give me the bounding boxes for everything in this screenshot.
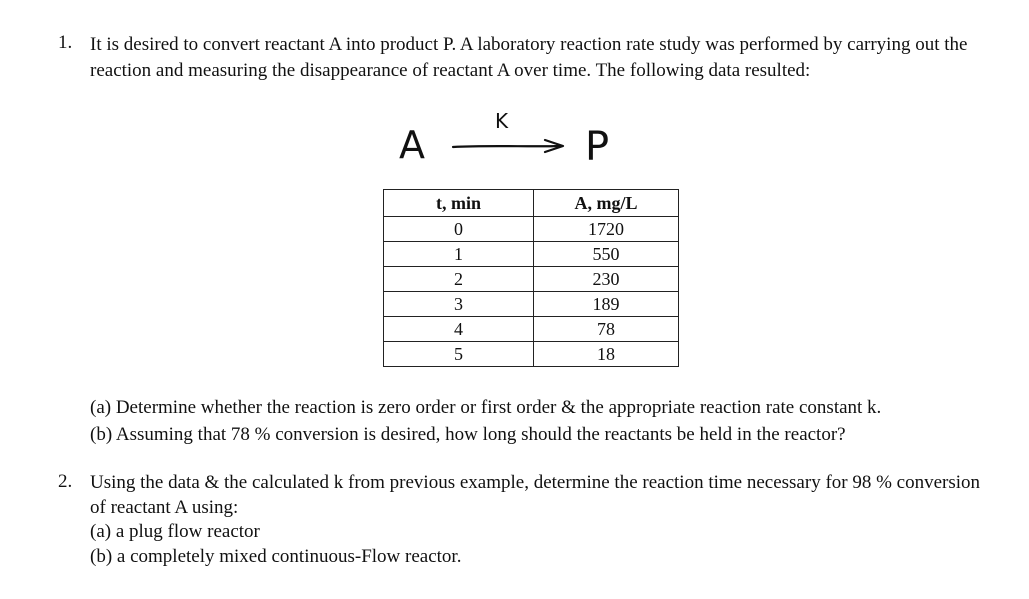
question-number: 2. bbox=[58, 471, 73, 492]
table-row bbox=[384, 242, 679, 267]
reaction-arrow bbox=[453, 140, 563, 152]
time-cell: 3 bbox=[384, 292, 534, 317]
table-row bbox=[384, 317, 679, 342]
question-2-body bbox=[90, 471, 988, 569]
concentration-cell: 78 bbox=[534, 317, 679, 342]
part-a: (a) a plug flow reactor bbox=[90, 521, 260, 542]
time-cell: 1 bbox=[384, 242, 534, 267]
data-table bbox=[383, 189, 679, 367]
reactant-label: A bbox=[399, 123, 425, 167]
question-text: Using the data & the calculated k from previous example, determine the reaction time necessary for 98 % conversion of reactant A using: bbox=[90, 472, 981, 518]
concentration-cell: 189 bbox=[534, 292, 679, 317]
table-row bbox=[384, 292, 679, 317]
question-1 bbox=[58, 32, 988, 84]
time-cell: 2 bbox=[384, 267, 534, 292]
question-2 bbox=[58, 471, 988, 569]
question-number: 1. bbox=[58, 32, 73, 53]
concentration-cell: 230 bbox=[534, 267, 679, 292]
rate-constant-label: K bbox=[495, 109, 509, 133]
concentration-cell: 1720 bbox=[534, 217, 679, 242]
question-1-parts bbox=[90, 394, 881, 448]
reaction-diagram bbox=[395, 108, 625, 170]
question-text: It is desired to convert reactant A into product P. A laboratory reaction rate study was performed by carrying out the reaction and measuring the disappearance of reactant A over time. The following data resulted: bbox=[90, 34, 968, 81]
table-row bbox=[384, 217, 679, 242]
part-a: (a) Determine whether the reaction is zero order or first order & the appropriate reaction rate constant k. bbox=[90, 397, 882, 418]
table-row bbox=[384, 342, 679, 367]
concentration-cell: 18 bbox=[534, 342, 679, 367]
table-row bbox=[384, 267, 679, 292]
part-b: (b) Assuming that 78 % conversion is desired, how long should the reactants be held in the reactor? bbox=[90, 424, 846, 445]
product-label: P bbox=[585, 124, 610, 170]
table-header-row bbox=[384, 190, 679, 217]
time-cell: 4 bbox=[384, 317, 534, 342]
header-concentration: A, mg/L bbox=[534, 190, 679, 217]
part-b: (b) a completely mixed continuous-Flow reactor. bbox=[90, 545, 462, 567]
time-cell: 0 bbox=[384, 217, 534, 242]
header-time: t, min bbox=[384, 190, 534, 217]
time-cell: 5 bbox=[384, 342, 534, 367]
concentration-cell: 550 bbox=[534, 242, 679, 267]
